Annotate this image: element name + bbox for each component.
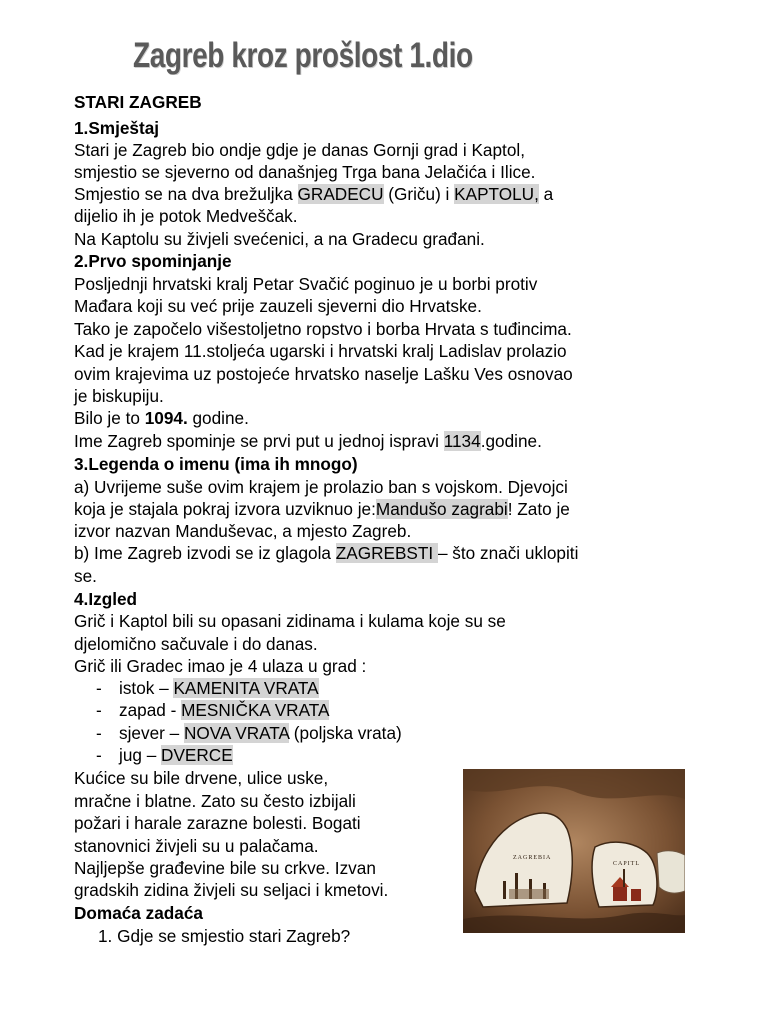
list-bullet: - <box>96 700 102 720</box>
s1-line: smjestio se sjeverno od današnjeg Trga bana Jelačića i Ilice. <box>74 162 536 182</box>
s2-line: Mađara koji su već prije zauzeli sjeverni dio Hrvatske. <box>74 296 482 316</box>
s4-line: Grič ili Gradec imao je 4 ulaza u grad : <box>74 656 367 676</box>
highlight-1134: 1134 <box>443 431 481 451</box>
highlight-manduso: Mandušo zagrabi <box>375 499 508 519</box>
s1-line: Smjestio se na dva brežuljka GRADECU (Griču) i KAPTOLU, a <box>74 184 554 204</box>
s2-line: Ime Zagreb spominje se prvi put u jednoj ispravi 1134.godine. <box>74 431 542 451</box>
highlight-gradecu: GRADECU <box>297 184 384 204</box>
highlight-gate: DVERCE <box>161 745 233 765</box>
document-title: Zagreb kroz prošlost 1.dio <box>133 36 473 75</box>
list-bullet: - <box>96 745 102 765</box>
highlight-gate: KAMENITA VRATA <box>173 678 319 698</box>
list-item: jug – DVERCE <box>119 745 233 765</box>
list-item: zapad - MESNIČKA VRATA <box>119 700 330 720</box>
painting-label-right: CAPITL <box>613 861 640 867</box>
s4-paragraph-line: mračne i blatne. Zato su često izbijali <box>74 791 356 811</box>
homework-heading: Domaća zadaća <box>74 903 203 923</box>
s3-line: a) Uvrijeme suše ovim krajem je prolazio ban s vojskom. Djevojci <box>74 477 568 497</box>
s3-line: se. <box>74 566 97 586</box>
s1-heading: 1.Smještaj <box>74 118 160 138</box>
old-zagreb-painting <box>463 769 685 933</box>
s4-line: Grič i Kaptol bili su opasani zidinama i kulama koje su se <box>74 611 506 631</box>
s3-line: izvor nazvan Manduševac, a mjesto Zagreb. <box>74 521 412 541</box>
s1-line: Stari je Zagreb bio ondje gdje je danas Gornji grad i Kaptol, <box>74 140 525 160</box>
s3-line: b) Ime Zagreb izvodi se iz glagola ZAGREBSTI – što znači uklopiti <box>74 543 579 563</box>
s2-line: Tako je započelo višestoljetno ropstvo i borba Hrvata s tuđincima. <box>74 319 572 339</box>
painting-label-left: ZAGREBIA <box>513 855 552 861</box>
s1-line: Na Kaptolu su živjeli svećenici, a na Gradecu građani. <box>74 229 485 249</box>
highlight-zagrebsti: ZAGREBSTI <box>335 543 438 563</box>
painting-rocks <box>657 851 685 893</box>
s2-heading: 2.Prvo spominjanje <box>74 251 232 271</box>
s4-heading: 4.Izgled <box>74 589 138 609</box>
s4-line: djelomično sačuvale i do danas. <box>74 634 318 654</box>
s2-line: Posljednji hrvatski kralj Petar Svačić poginuo je u borbi protiv <box>74 274 538 294</box>
s2-line: ovim krajevima uz postojeće hrvatsko naselje Lašku Ves osnovao <box>74 364 573 384</box>
s2-line: Bilo je to 1094. godine. <box>74 408 249 428</box>
highlight-kaptolu: KAPTOLU, <box>454 184 539 204</box>
year-1094: 1094. <box>144 408 188 428</box>
list-item: sjever – NOVA VRATA (poljska vrata) <box>119 723 402 743</box>
s3-line: koja je stajala pokraj izvora uzviknuo je:Mandušo zagrabi! Zato je <box>74 499 570 519</box>
s2-line: Kad je krajem 11.stoljeća ugarski i hrvatski kralj Ladislav prolazio <box>74 341 567 361</box>
list-item: istok – KAMENITA VRATA <box>119 678 319 698</box>
s4-paragraph-line: gradskih zidina živjeli su seljaci i kmetovi. <box>74 880 389 900</box>
list-bullet: - <box>96 678 102 698</box>
s4-paragraph-line: požari i harale zarazne bolesti. Bogati <box>74 813 361 833</box>
section-heading: STARI ZAGREB <box>74 92 202 112</box>
s2-line: je biskupiju. <box>74 386 164 406</box>
s4-paragraph-line: stanovnici živjeli su u palačama. <box>74 836 319 856</box>
s4-paragraph-line: Najljepše građevine bile su crkve. Izvan <box>74 858 376 878</box>
s3-heading: 3.Legenda o imenu (ima ih mnogo) <box>74 454 358 474</box>
s4-paragraph-line: Kućice su bile drvene, ulice uske, <box>74 768 329 788</box>
s1-line: dijelio ih je potok Medveščak. <box>74 206 298 226</box>
highlight-gate: NOVA VRATA <box>183 723 290 743</box>
list-bullet: - <box>96 723 102 743</box>
homework-question: 1. Gdje se smjestio stari Zagreb? <box>98 926 351 946</box>
highlight-gate: MESNIČKA VRATA <box>181 700 330 720</box>
